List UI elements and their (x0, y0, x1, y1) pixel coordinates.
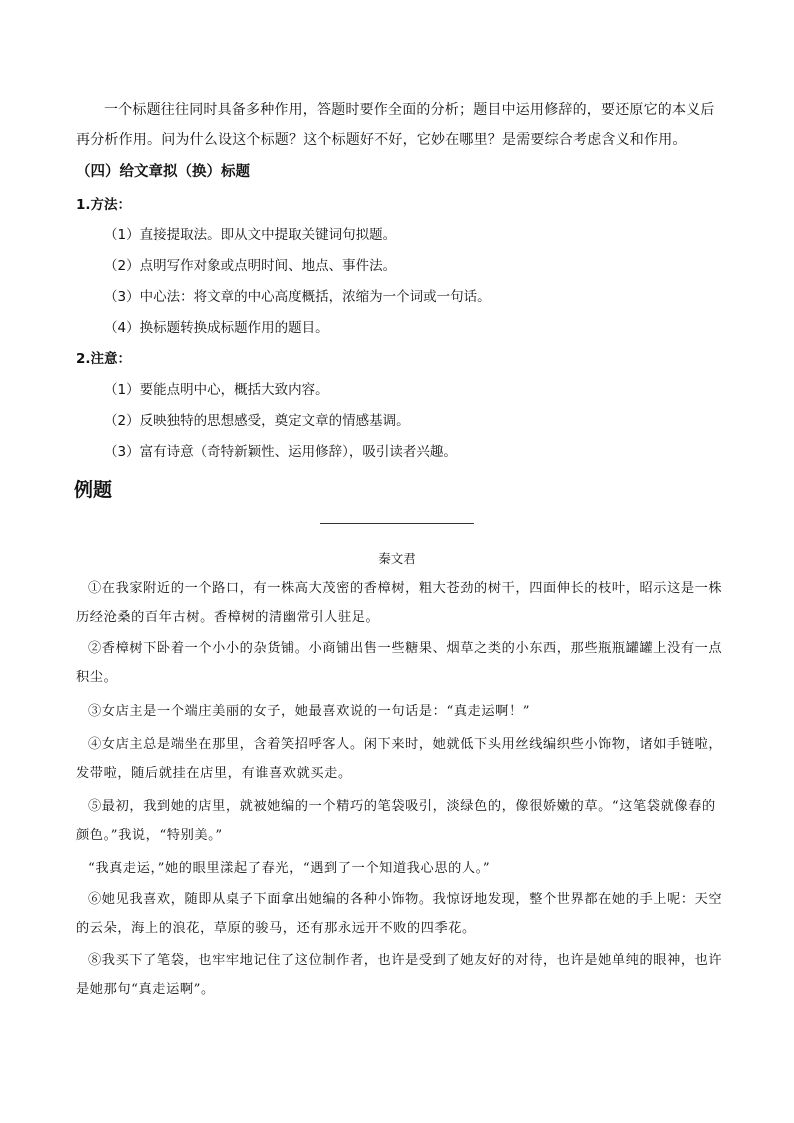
story-paragraph: ②香樟树下卧着一个小小的杂货铺。小商铺出售一些糖果、烟草之类的小东西，那些瓶瓶罐罐上没有一点积尘。 (76, 641, 723, 685)
note-item: （1）要能点明中心，概括大致内容。 (104, 382, 329, 398)
section-heading: （四）给文章拟（换）标题 (76, 164, 250, 180)
story-author: 秦文君 (378, 551, 416, 566)
story-paragraph: ④女店主总是端坐在那里，含着笑招呼客人。闲下来时，她就低下头用丝线编织些小饰物，诸如手链啦，发带啦，随后就挂在店里，有谁喜欢就买走。 (76, 737, 723, 781)
method-item: （3）中心法：将文章的中心高度概括，浓缩为一个词或一句话。 (104, 289, 491, 305)
methods-heading: 1.方法： (76, 197, 132, 213)
method-item: （2）点明写作对象或点明时间、地点、事件法。 (104, 258, 397, 274)
notes-heading: 2.注意： (76, 351, 132, 367)
title-blank-line (320, 523, 474, 524)
story-paragraph: “我真走运，”她的眼里漾起了春光，“遇到了一个知道我心思的人。” (88, 861, 491, 876)
story-paragraph: ⑥她见我喜欢，随即从桌子下面拿出她编的各种小饰物。我惊讶地发现，整个世界都在她的手上呢：天空的云朵，海上的浪花，草原的骏马，还有那永远开不败的四季花。 (76, 892, 723, 936)
story-paragraph: ⑤最初，我到她的店里，就被她编的一个精巧的笔袋吸引，淡绿色的，像很娇嫩的草。“这笔袋就像春的颜色。”我说，“特别美。” (76, 799, 716, 843)
example-heading: 例题 (74, 479, 113, 501)
method-item: （1）直接提取法。即从文中提取关键词句拟题。 (104, 227, 397, 243)
intro-paragraph: 一个标题往往同时具备多种作用，答题时要作全面的分析；题目中运用修辞的，要还原它的本义后再分析作用。问为什么设这个标题？这个标题好不好，它妙在哪里？是需要综合考虑含义和作用。 (76, 102, 715, 148)
story-paragraph: ①在我家附近的一个路口，有一株高大茂密的香樟树，粗大苍劲的树干，四面伸长的枝叶，昭示这是一株历经沧桑的百年古树。香樟树的清幽常引人驻足。 (76, 581, 723, 625)
story-paragraph: ⑧我买下了笔袋，也牢牢地记住了这位制作者，也许是受到了她友好的对待，也许是她单纯的眼神，也许是她那句“真走运啊”。 (76, 953, 723, 997)
method-item: （4）换标题转换成标题作用的题目。 (104, 320, 329, 336)
story-paragraph: ③女店主是一个端庄美丽的女子，她最喜欢说的一句话是：“真走运啊！” (88, 704, 531, 719)
note-item: （2）反映独特的思想感受，奠定文章的情感基调。 (104, 413, 410, 429)
note-item: （3）富有诗意（奇特新颖性、运用修辞），吸引读者兴趣。 (104, 444, 457, 460)
